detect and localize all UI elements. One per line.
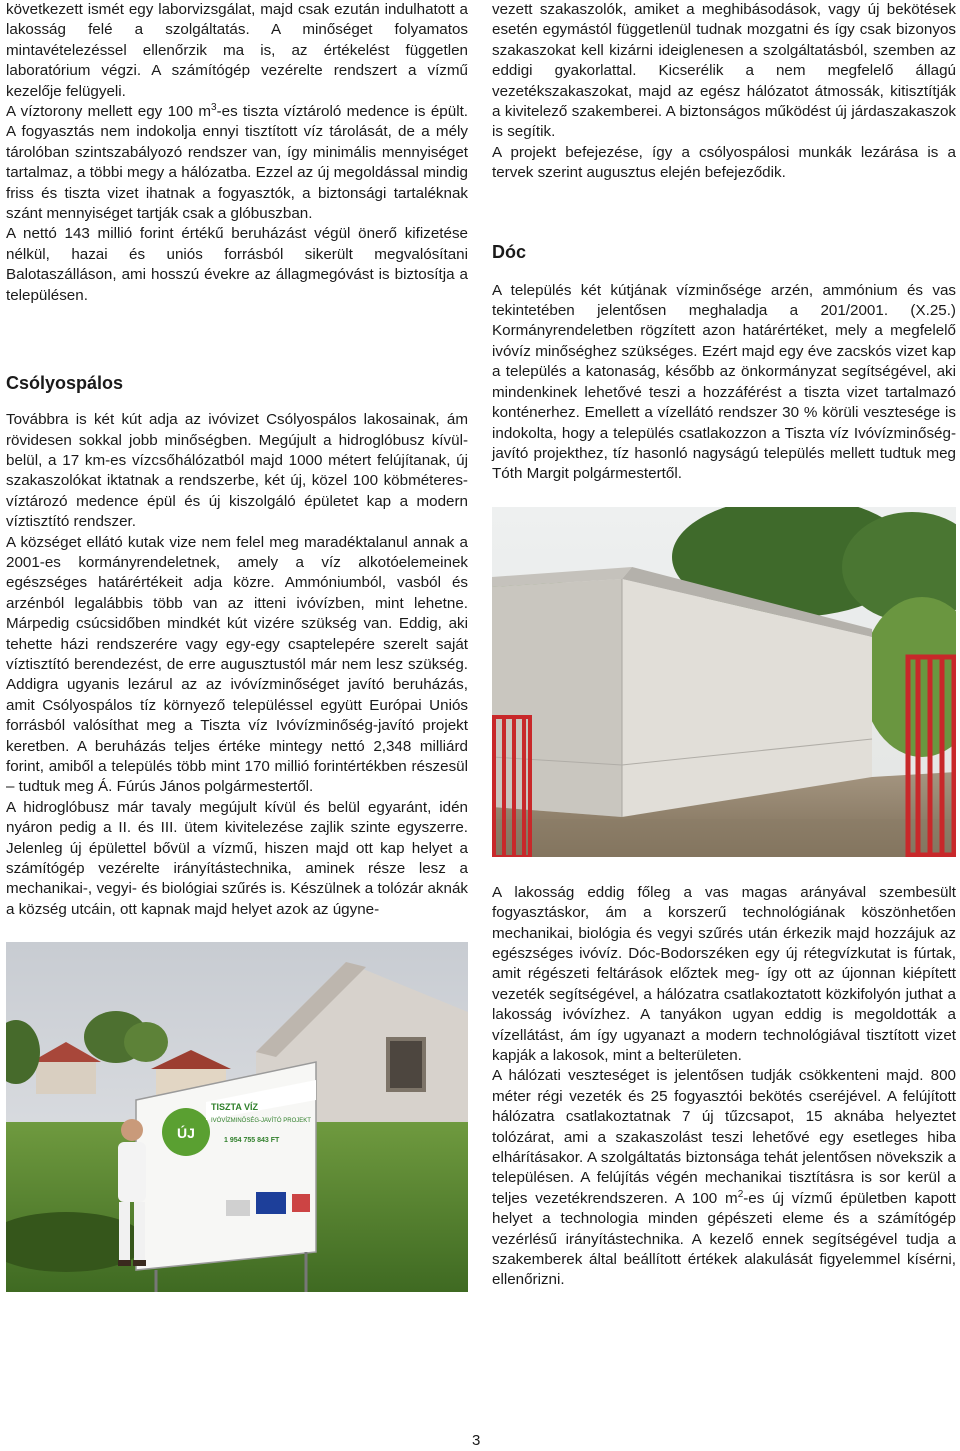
right-column [492, 0, 956, 1291]
right-paragraph-3: A település két kútjának vízminősége arzén, ammónium és vas tekintetében jelentősen meghaladja a 201/2001. (X.25.) Kormányrendeletben rögzített azon határértéket, mely a megfelelő ivóvíz minőséghez szükséges. Ezért majd egy éve zacskós vizet kap a település a katonaság, később az önkormányzat segítségével, aki mindenkinek lehetővé teszi a hozzáférést a tiszta vizet tartalmazó konténerhez. Emellett a vízellátó rendszer 30 % körüli vesztesége is indokolta, hogy a település csatlakozzon a Tiszta víz Ivóvízminőség-javító projekthez, tíz hasonló nagyságú település mellett tudtuk meg Tóth Margit polgármestertől. [492, 281, 956, 483]
photo-billboard-image [6, 942, 468, 1292]
photo-billboard [6, 942, 468, 1292]
right-paragraph-5-text: A hálózati veszteséget is jelentősen tudják csökkenteni majd. 800 méter régi vezeték és 25 fogyasztói bekötés cseréjével. A felújított hálózatra csatlakoztatnak 7 új tűzcsapot, 15 aknába helyeztet tolózárat, ami a szakaszolást teszi lehetővé egy esetleges hiba elhárításakor. A szolgáltatás biztonsága tehát jelentősen növekszik a településen. A felújítás végén mechanikai tisztításra is sor kerül a teljes vezetékrendszeren. [492, 1067, 956, 1207]
right-paragraph-5 [492, 1066, 956, 1290]
left-paragraph-2-rest: -es tiszta víztároló medence is épült. A fogyasztás nem indokolja ennyi tisztított víz tárolását, de a mély tárolóban szintszabályozó rendszer van, így minimális mennyiséget tartalmaz, a többi megy a hálózatba. Ezzel az új megoldással mindig friss és tiszta vizet ihatnak a fogyasztók, a biztonsági tartaléknak szánt mennyiséget tartják csak a glóbuszban. [6, 103, 469, 223]
left-paragraph-1: következett ismét egy laborvizsgálat, majd csak ezután indulhatott a lakosság felé a szolgáltatás. A minőséget folyamatos mintavételezéssel ellenőrzik ma is, az értékelést független laboratórium végzi. A számítógép vezérelte rendszert a vízmű kezelője felügyeli. [6, 1, 468, 100]
left-paragraph-2 [6, 102, 468, 224]
billboard-title: TISZTA VÍZ [211, 1102, 258, 1113]
right-paragraph-6-rest: -es új vízmű épületben kapott helyet a technologia minden gépészeti eleme és a számítógép vezérlésű irányítástechnika. A kezelő ennek segítségével tudja a szakemberek által beállított értékek alakulását figyelemmel kísérni, ellenőrizni. [492, 1189, 956, 1289]
section-heading-csolyospalos: Csólyospálos [6, 373, 124, 394]
superscript-3: 3 [211, 101, 217, 113]
billboard-subtitle: IVÓVÍZMINŐSÉG-JAVÍTÓ PROJEKT [211, 1118, 311, 1125]
left-paragraph-3: A nettó 143 millió forint értékű beruházást végül önerő kifizetése nélkül, hazai és uniós forrásból sikerült megvalósítani Balotaszálláson, ami hosszú évekre az állagmegóvást is biztosítja a településen. [6, 225, 468, 304]
left-paragraph-2-start: A víztorony mellett egy 100 m [6, 103, 212, 121]
superscript-2: 2 [737, 1188, 744, 1200]
left-paragraph-4: Továbbra is két kút adja az ivóvizet Csólyospálos lakosainak, ám rövidesen sokkal jobb minőségben. Megújult a hidroglóbusz kívül-belül, a 17 km-es vízcsőhálózatból majd 1000 métert felújítanak, új szakaszolókat iktatnak a rendszerbe, két új, közel 100 köbméteres- víztározó medence épül és új kiszolgáló épületet kap a modern víztisztító rendszer. [6, 411, 468, 531]
right-paragraph-2: A projekt befejezése, így a csólyospálosi munkák lezárása is a tervek szerint augusztus elején befejeződik. [492, 143, 956, 182]
page-number: 3 [472, 1432, 481, 1449]
left-column [6, 0, 468, 1292]
billboard-logo: ÚJ [177, 1125, 195, 1142]
billboard-amount: 1 954 755 843 FT [224, 1137, 280, 1145]
section-heading-doc: Dóc [492, 241, 527, 262]
right-paragraph-4: A lakosság eddig főleg a vas magas arányával szembesült fogyasztáskor, ám a korszerű technológiának köszönhetően mechanikai, biológia és vegyi szűrés után érkezik majd hozzájuk az egészséges ivóvíz. Dóc-Bodorszéken egy új rétegvízkutat is fúrtak, amit régészeti feltárások előztek meg- így ott az újonnan kiépített vezeték segítségével, a hálózatra csatlakoztatott közkifolyón juthat a lakosság ivóvízhez. A tanyákon ugyan eddig is megoldották a vízellátást, ám így ugyanazt a modern technológiával tisztított vizet kapják a lakosok, mint a belterületen. [492, 883, 956, 1064]
right-paragraph-6-start: A 100 m [667, 1189, 738, 1207]
left-paragraph-6: A hidroglóbusz már tavaly megújult kívül és belül egyaránt, idén nyáron pedig a II. és III. ütem kivitelezése zajlik szinte egyszerre. Jelenleg új épülettel bővül a vízmű, hiszen majd ott kap helyet a számítógép vezérelte irányítástechnika, aminek része lesz a mechanikai-, vegyi- és biológiai szűrés is. Készülnek a tolózár aknák a község utcáin, ott kapnak majd helyet azok az úgyne- [6, 798, 468, 918]
photo-waterworks-building [492, 507, 956, 857]
left-paragraph-5: A községet ellátó kutak vize nem felel meg maradéktalanul annak a 2001-es kormányrendeletnek, amely a víz alkotóelemeinek egészséges határértékeit adja közre. Ammóniumból, vasból és arzénból legalábbis több van az itteni ivóvízben, mint lehetne. Márpedig csúcsidőben mindkét kút vizére szükség van. Eddig, aki tehette házi rendszerére vagy egy-egy csaptelepére szerelt saját víztisztító berendezést, de erre augusztustól már nem lesz szükség. Addigra ugyanis lezárul az az ivóvízminőséget javító beruházás, amit Csólyospálos tíz környező településsel együtt Európai Uniós forrásból valósíthat meg a Tiszta víz Ivóvízminőség-javító projekt keretben. A beruházás teljes értéke mintegy nettó 2,348 milliárd forint, amiből a település több mint 170 millió forintértékben részesül – tudtuk meg Á. Fúrús János polgármestertől. [6, 533, 468, 796]
right-paragraph-1: vezett szakaszolók, amiket a meghibásodások, vagy új bekötések esetén egymástól függetlenül tudnak mozgatni és így csak bizonyos szakaszokat kell kizárni ideiglenesen a szolgáltatásból, szemben az eddigi gyakorlattal. Kicserélik a nem megfelelő állagú vezetékszakaszokat, majd az egész hálózatot átmossák, kitisztítják a kivitelező szakemberei. A biztonságos működést új járdaszakaszok is segítik. [492, 1, 956, 141]
photo-waterworks-image [492, 507, 956, 857]
